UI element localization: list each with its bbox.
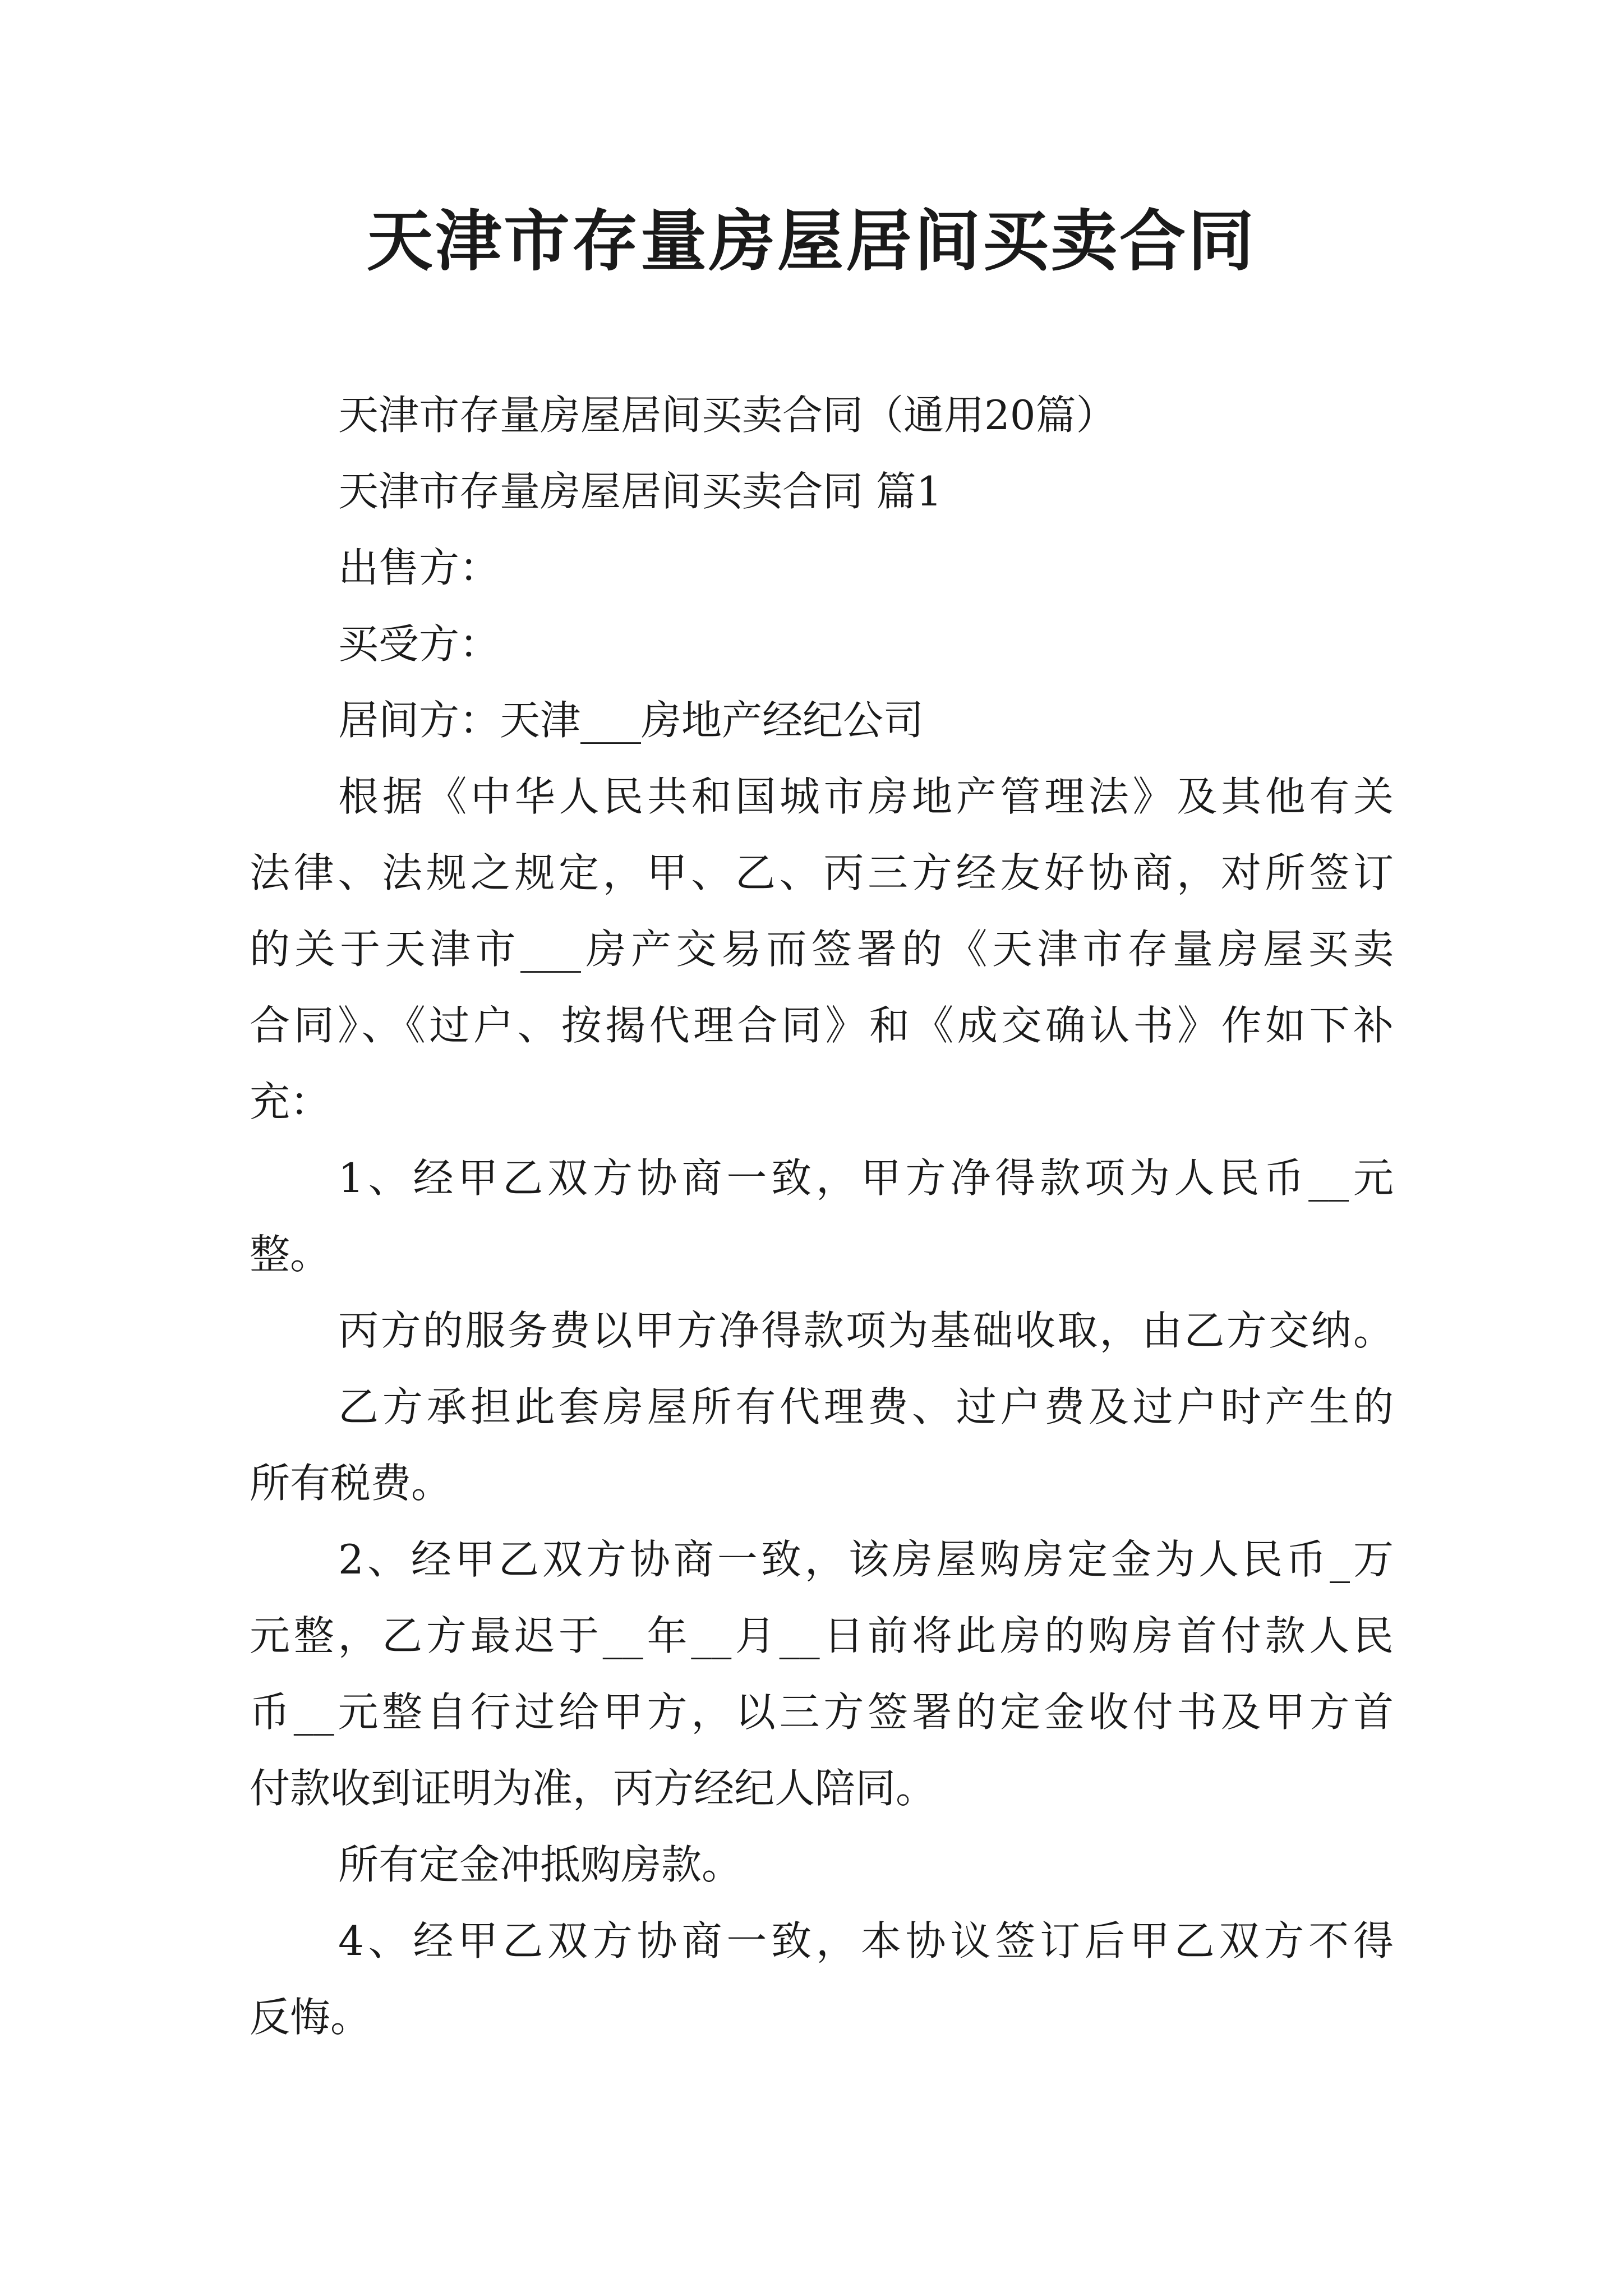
paragraph-line: 所有税费。	[250, 1460, 452, 1507]
agent-line: 居间方：天津___房地产经纪公司	[338, 697, 924, 744]
paragraph-line: 的关于天津市___房产交易而签署的《天津市存量房屋买卖	[250, 926, 1394, 973]
section-heading: 天津市存量房屋居间买卖合同 篇1	[338, 468, 942, 515]
document-title: 天津市存量房屋居间买卖合同	[366, 202, 1256, 280]
clause-2-line: 付款收到证明为准，丙方经纪人陪同。	[250, 1765, 937, 1812]
buyer-line: 买受方：	[338, 620, 500, 668]
paragraph-line: 根据《中华人民共和国城市房地产管理法》及其他有关	[338, 773, 1394, 820]
paragraph-line: 乙方承担此套房屋所有代理费、过户费及过户时产生的	[338, 1383, 1394, 1430]
clause-4-line: 反悔。	[250, 1994, 371, 2041]
paragraph-line: 法律、法规之规定，甲、乙、丙三方经友好协商，对所签订	[250, 849, 1394, 896]
paragraph-line: 合同》、《过户、按揭代理合同》和《成交确认书》作如下补	[250, 1002, 1394, 1049]
clause-2-line: 元整，乙方最迟于__年__月__日前将此房的购房首付款人民	[250, 1612, 1394, 1659]
paragraph-line: 充：	[250, 1078, 331, 1125]
clause-2-line: 2、经甲乙双方协商一致，该房屋购房定金为人民币_万	[338, 1536, 1394, 1583]
clause-2-line: 币__元整自行过给甲方，以三方签署的定金收付书及甲方首	[250, 1688, 1394, 1736]
seller-line: 出售方：	[338, 544, 500, 591]
clause-4-line: 4、经甲乙双方协商一致，本协议签订后甲乙双方不得	[338, 1917, 1394, 1964]
subtitle-line: 天津市存量房屋居间买卖合同（通用20篇）	[338, 392, 1117, 439]
paragraph-line: 所有定金冲抵购房款。	[338, 1841, 743, 1888]
clause-1-line: 整。	[250, 1231, 331, 1278]
paragraph-line: 丙方的服务费以甲方净得款项为基础收取，由乙方交纳。	[338, 1307, 1394, 1354]
clause-1-line: 1、经甲乙双方协商一致，甲方净得款项为人民币__元	[338, 1154, 1394, 1202]
